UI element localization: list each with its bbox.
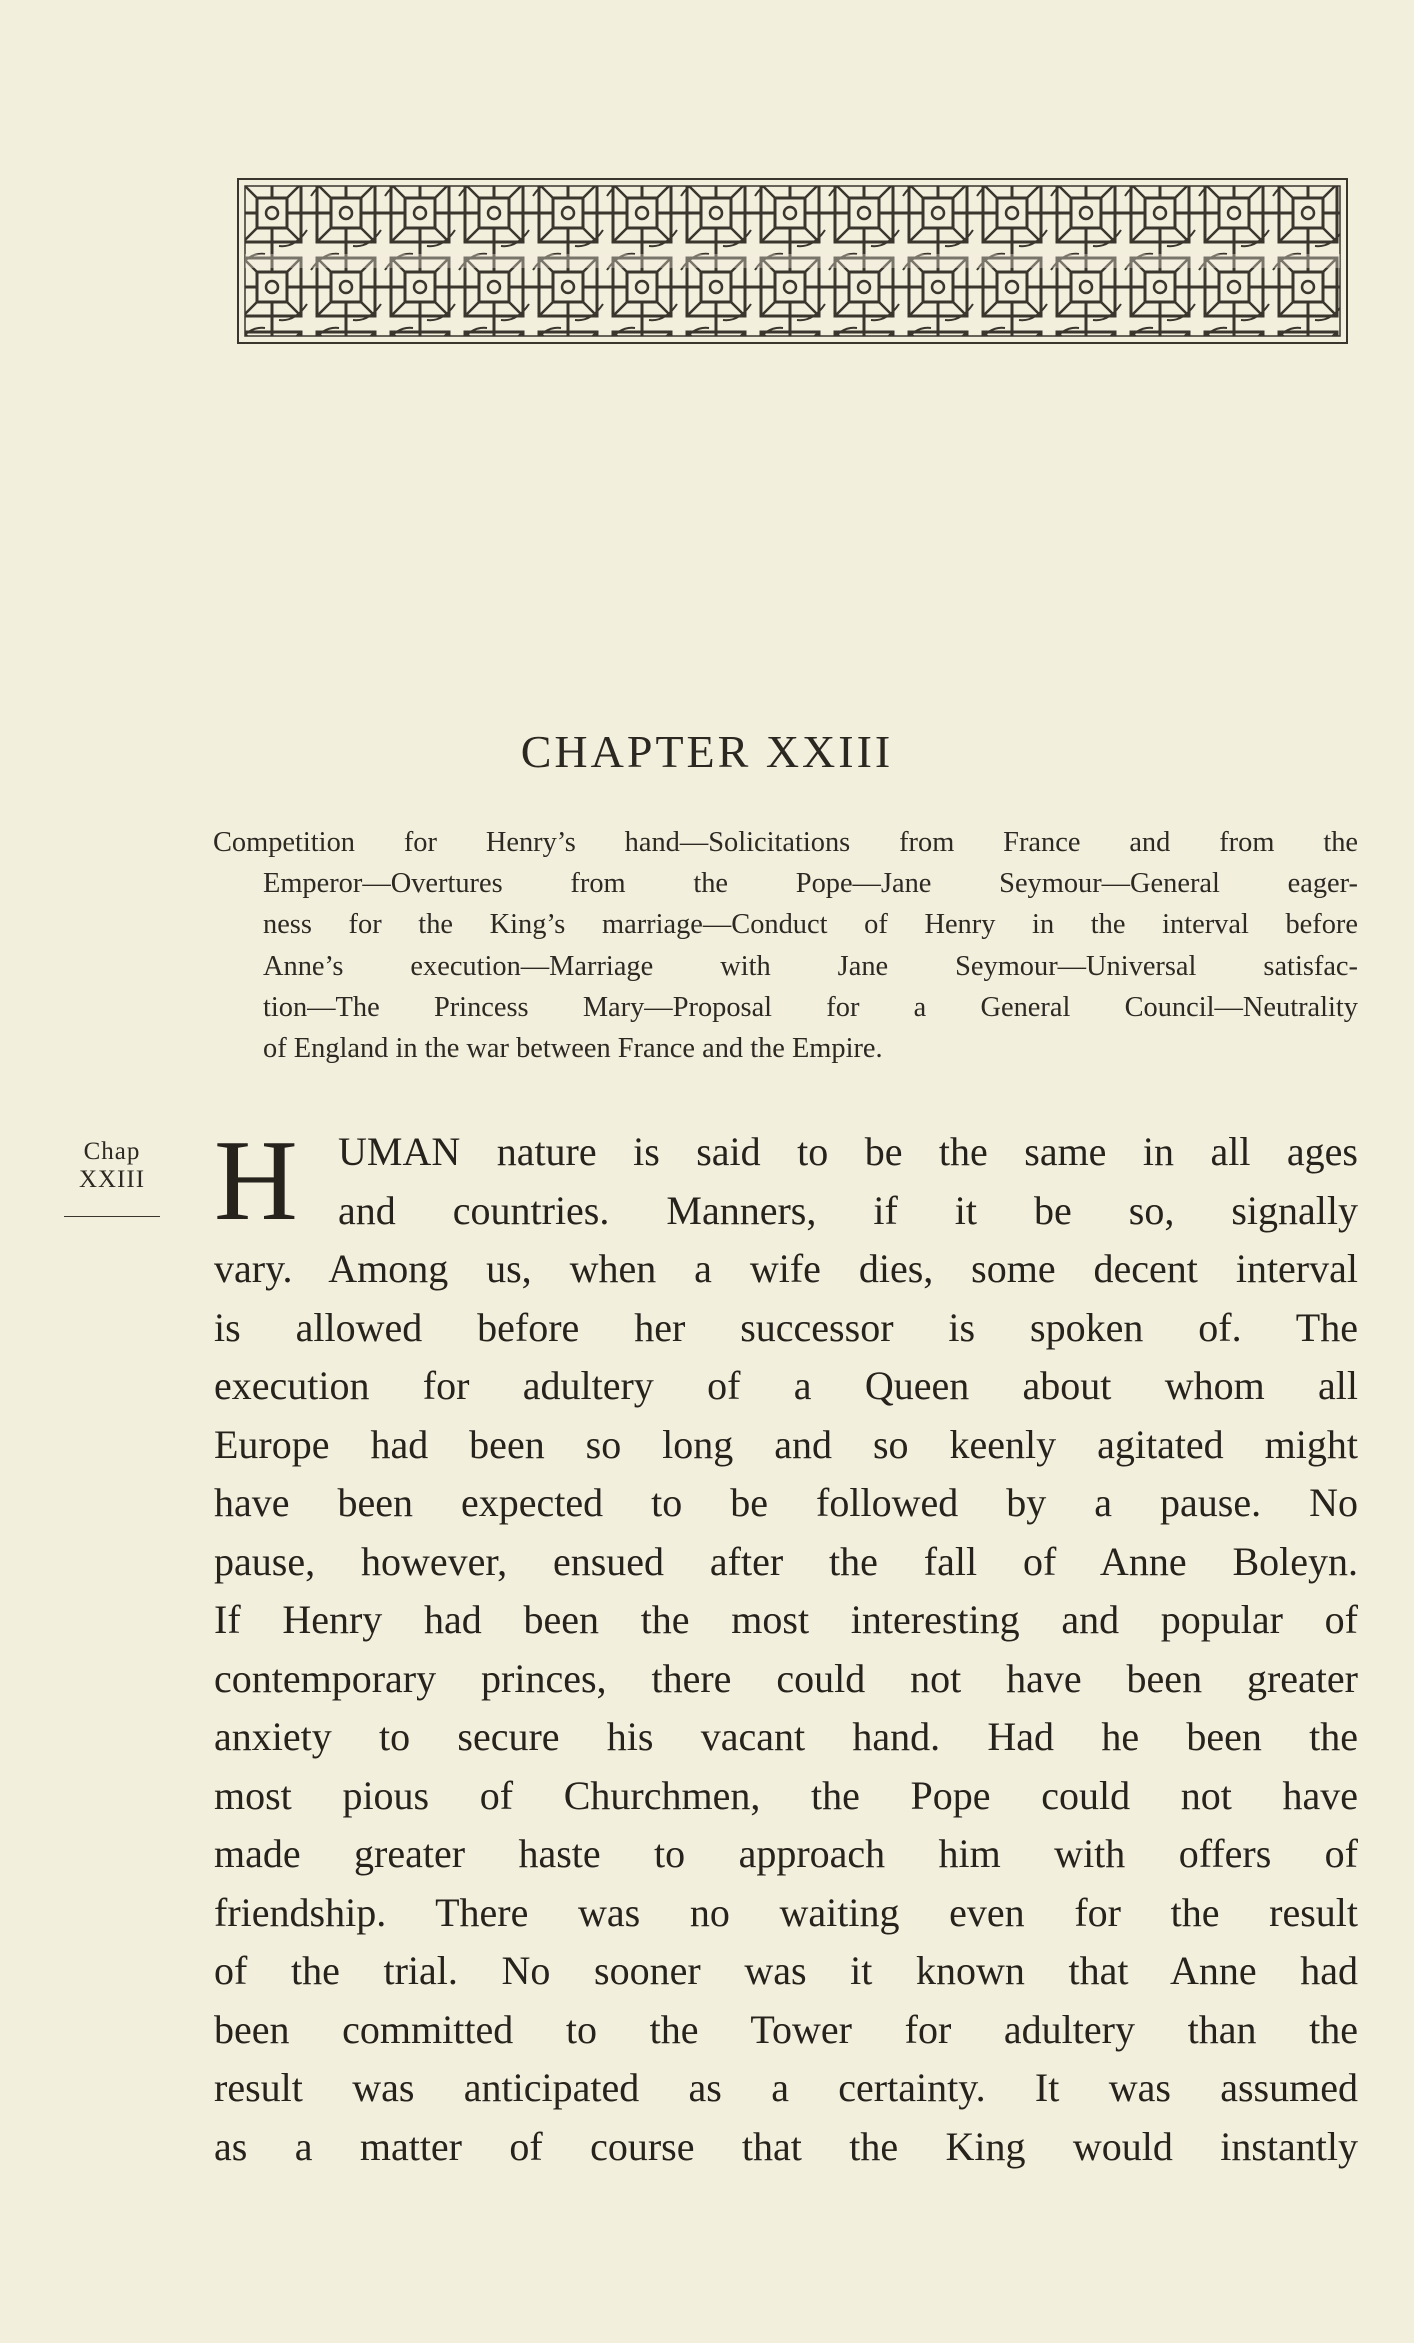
body-line: friendship. There was no waiting even for the result [214,1889,1358,1935]
chapter-synopsis [213,822,1358,1069]
body-line: If Henry had been the most interesting and popular of [214,1597,1358,1642]
body-line: contemporary princes, there could not have been greater [214,1655,1358,1701]
chapter-margin-note [60,1138,164,1217]
body-line: vary. Among us, when a wife dies, some decent interval [214,1246,1358,1291]
body-line: pause, however, ensued after the fall of Anne Boleyn. [214,1538,1358,1584]
margin-note-number: XXIII [78,1166,146,1193]
body-line: execution for adultery of a Queen about whom all [214,1363,1358,1408]
synopsis-line: Competition for Henry’s hand—Solicitations from France and from the [213,827,1358,858]
margin-note-label: Chap [83,1138,141,1165]
body-line: Europe had been so long and so keenly agitated might [214,1421,1358,1467]
body-line: result was anticipated as a certainty. It was assumed [214,2065,1358,2110]
synopsis-line: of England in the war between France and the Empire. [263,1033,883,1065]
body-paragraph [214,1117,1358,2176]
body-line: have been expected to be followed by a pause. No [214,1480,1358,1525]
body-line: is allowed before her successor is spoken of. The [214,1304,1358,1350]
synopsis-line: ness for the King’s marriage—Conduct of Henry in the interval before [263,909,1358,941]
body-line: and countries. Manners, if it be so, signally [338,1187,1358,1233]
body-line: as a matter of course that the King would instantly [214,2123,1358,2169]
body-line: most pious of Churchmen, the Pope could not have [214,1772,1358,1818]
margin-note-rule [64,1216,160,1217]
body-line: been committed to the Tower for adultery than the [214,2006,1358,2052]
body-line: anxiety to secure his vacant hand. Had he been the [214,1714,1358,1759]
synopsis-line: tion—The Princess Mary—Proposal for a General Council—Neutrality [263,991,1358,1023]
body-line: of the trial. No sooner was it known that Anne had [214,1948,1358,1993]
ornament-border-image [235,176,1350,346]
drop-cap: H [214,1117,298,1245]
chapter-title: CHAPTER XXIII [520,726,894,777]
body-line: made greater haste to approach him with offers of [214,1831,1358,1876]
ornamental-headpiece [235,176,1350,346]
synopsis-line: Emperor—Overtures from the Pope—Jane Seymour—General eager- [263,868,1358,900]
body-line: UMAN nature is said to be the same in all ages [338,1129,1358,1174]
synopsis-line: Anne’s execution—Marriage with Jane Seymour—Universal satisfac- [263,950,1358,982]
